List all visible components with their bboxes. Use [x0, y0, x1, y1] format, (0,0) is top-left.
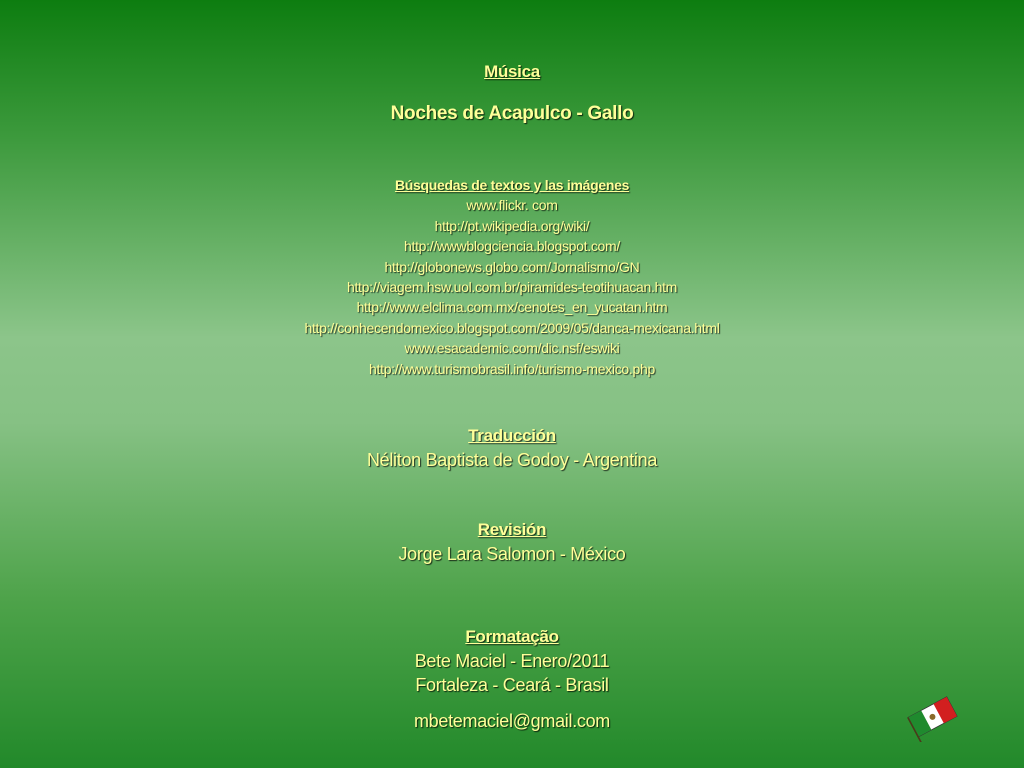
- source-link: www.flickr. com: [466, 197, 558, 213]
- music-heading: Música: [484, 62, 540, 81]
- formatter-location: Fortaleza - Ceará - Brasil: [415, 675, 609, 695]
- formatter-name: Bete Maciel - Enero/2011: [414, 651, 610, 671]
- translator-name: Néliton Baptista de Godoy - Argentina: [366, 450, 658, 470]
- source-link: http://www.turismobrasil.info/turismo-mexico.php: [369, 361, 655, 377]
- revision-heading: Revisión: [477, 520, 547, 539]
- mexico-flag-icon[interactable]: [906, 690, 958, 742]
- formatting-heading: Formatação: [465, 627, 559, 646]
- reviewer-name: Jorge Lara Salomon - México: [398, 544, 626, 564]
- source-link: http://wwwblogciencia.blogspot.com/: [404, 238, 620, 254]
- contact-email: mbetemaciel@gmail.com: [413, 711, 611, 731]
- source-link: www.esacademic.com/dic.nsf/eswiki: [404, 340, 620, 356]
- source-link: http://www.elclima.com.mx/cenotes_en_yucatan.htm: [356, 299, 668, 315]
- song-title: Noches de Acapulco - Gallo: [390, 103, 634, 124]
- source-link: http://globonews.globo.com/Jornalismo/GN: [384, 259, 640, 275]
- source-link: http://conhecendomexico.blogspot.com/2009/05/danca-mexicana.html: [304, 320, 720, 336]
- sources-heading: Búsquedas de textos y las imágenes: [394, 177, 630, 193]
- source-link: http://viagem.hsw.uol.com.br/piramides-teotihuacan.htm: [346, 279, 678, 295]
- translation-heading: Traducción: [468, 426, 556, 445]
- source-link: http://pt.wikipedia.org/wiki/: [434, 218, 590, 234]
